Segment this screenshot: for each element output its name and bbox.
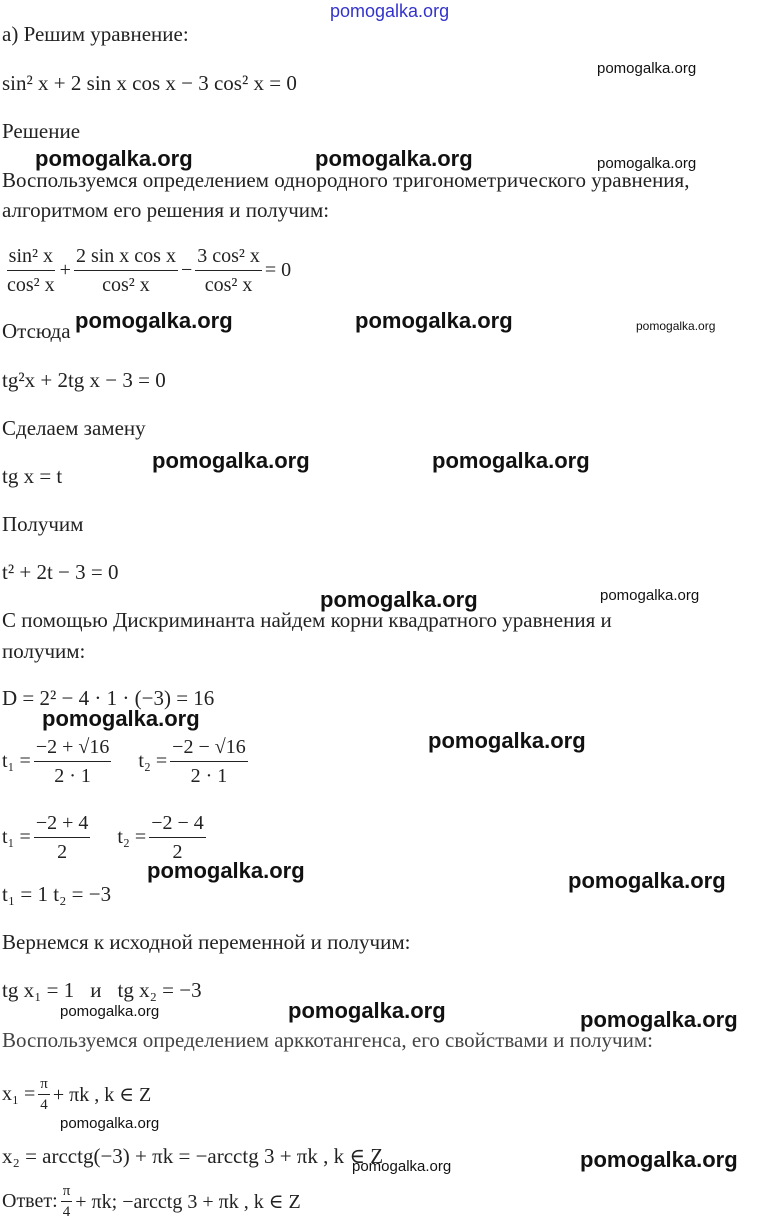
watermark: pomogalka.org xyxy=(75,308,233,333)
watermark: pomogalka.org xyxy=(35,146,193,171)
watermark: pomogalka.org xyxy=(428,728,586,753)
equation-substitution: tg x = t xyxy=(2,464,63,488)
equation-quadratic: t² + 2t − 3 = 0 xyxy=(2,560,119,584)
equation-original: sin² x + 2 sin x cos x − 3 cos² x = 0 xyxy=(2,71,297,95)
watermark: pomogalka.org xyxy=(60,1115,160,1132)
watermark: pomogalka.org xyxy=(352,1158,452,1175)
roots-formula: t₁ = $\frac{-2 + √16}{2 \cdot 1}$ t₂ = $\frac{-2 - √16}{2 \cdot 1}$ xyxy=(2,736,246,787)
paragraph-line: С помощью Дискриминанта найдем корни квадратного уравнения и xyxy=(2,608,612,632)
hence-label: Отсюда xyxy=(2,319,71,343)
watermark: pomogalka.org xyxy=(597,155,697,172)
watermark: pomogalka.org xyxy=(636,319,716,333)
solution-x1: x₁ = $\frac{\pi}{4}$ + πk , k ∈ Z xyxy=(2,1076,152,1113)
watermark: pomogalka.org xyxy=(42,706,200,731)
paragraph-line: Вернемся к исходной переменной и получим: xyxy=(2,930,411,954)
paragraph-line: Воспользуемся определением арккотангенса, его свойствами и получим: xyxy=(2,1028,653,1052)
solution-x2: x₂ = arcctg(−3) + πk = −arcctg 3 + πk , k ∈ Z xyxy=(2,1144,384,1168)
solution-heading: Решение xyxy=(2,119,81,143)
watermark: pomogalka.org xyxy=(597,60,697,77)
fraction-equation: $\frac{\text{sin² x}}{\text{cos² x}}$ + $\frac{\text{2 sin x cos x}}{\text{cos² x}}$ − $\frac{\text{3 cos² x}}{\text{cos² x}}$ = 0 xyxy=(7,245,292,296)
equation-tg-values: tg x₁ = 1 и tg x₂ = −3 xyxy=(2,978,202,1002)
watermark: pomogalka.org xyxy=(152,448,310,473)
answer: Ответ: $\frac{\pi}{4}$ + πk; −arcctg 3 + πk , k ∈ Z xyxy=(2,1183,301,1220)
watermark: pomogalka.org xyxy=(568,868,726,893)
paragraph-line: алгоритмом его решения и получим: xyxy=(2,198,330,222)
watermark: pomogalka.org xyxy=(355,308,513,333)
watermark: pomogalka.org xyxy=(432,448,590,473)
watermark: pomogalka.org xyxy=(580,1147,738,1172)
watermark: pomogalka.org xyxy=(320,587,478,612)
watermark: pomogalka.org xyxy=(315,146,473,171)
equation-tg: tg²x + 2tg x − 3 = 0 xyxy=(2,368,166,392)
substitution-label: Сделаем замену xyxy=(2,416,146,440)
paragraph-line: получим: xyxy=(2,639,86,663)
roots-simplified: t₁ = $\frac{-2 + 4}{2}$ t₂ = $\frac{-2 - 4}{2}$ xyxy=(2,812,204,863)
watermark: pomogalka.org xyxy=(600,587,700,604)
equation-discriminant: D = 2² − 4 · 1 · (−3) = 16 xyxy=(2,686,215,710)
get-label: Получим xyxy=(2,512,84,536)
task-heading: а) Решим уравнение: xyxy=(2,22,189,46)
watermark: pomogalka.org xyxy=(580,1007,738,1032)
watermark: pomogalka.org xyxy=(288,998,446,1023)
watermark: pomogalka.org xyxy=(60,1003,160,1020)
watermark: pomogalka.org xyxy=(147,858,305,883)
roots-values: t₁ = 1 t₂ = −3 xyxy=(2,882,112,906)
paragraph-line: Воспользуемся определением однородного тригонометрического уравнения, xyxy=(2,168,690,192)
watermark-top: pomogalka.org xyxy=(330,1,450,21)
